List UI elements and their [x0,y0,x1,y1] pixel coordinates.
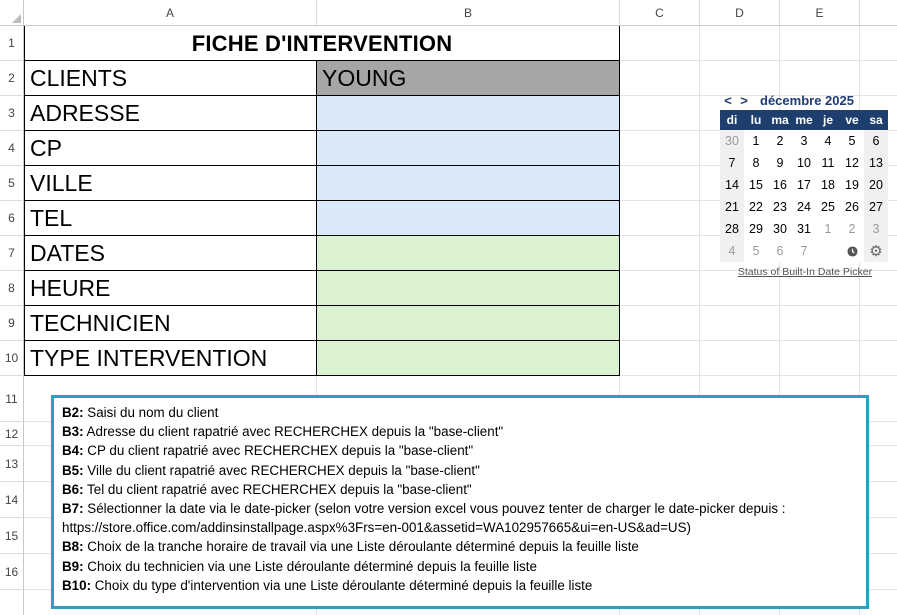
calendar-day[interactable]: 17 [792,174,816,196]
table-border [24,375,620,376]
table-border [619,26,620,376]
note-text: Sélectionner la date via le date-picker (selon votre version excel vous pouvez tenter de charger le date-picker depuis : [83,501,786,517]
calendar-day[interactable]: 7 [720,152,744,174]
table-border [316,61,317,376]
form-label[interactable]: TECHNICIEN [25,306,316,341]
note-key: B7: [62,501,84,517]
calendar-day[interactable]: 14 [720,174,744,196]
note-line [62,557,866,576]
calendar-day[interactable]: 3 [792,130,816,152]
column-header-f[interactable] [860,0,897,26]
note-key: B9: [62,558,84,574]
calendar-day[interactable]: 25 [816,196,840,218]
note-key: B6: [62,481,84,497]
form-value-cell[interactable] [317,271,619,306]
form-value-cell[interactable]: YOUNG [317,61,619,96]
note-key: B4: [62,443,84,459]
form-label[interactable]: TYPE INTERVENTION [25,341,316,376]
form-value-cell[interactable] [317,201,619,236]
calendar-day[interactable]: 27 [864,196,888,218]
form-value-cell[interactable] [317,96,619,131]
table-border [24,26,25,376]
calendar-day[interactable]: 24 [792,196,816,218]
note-line [62,499,866,518]
calendar-day[interactable]: 21 [720,196,744,218]
row-header[interactable]: 16 [0,554,24,590]
gear-icon[interactable]: ⚙ [864,240,888,262]
calendar-day[interactable]: 4 [816,130,840,152]
row-header[interactable]: 14 [0,482,24,518]
note-line [62,537,866,556]
row-header[interactable]: 5 [0,166,24,201]
form-value-cell[interactable] [317,166,619,201]
form-value-cell[interactable] [317,236,619,271]
column-header-b[interactable]: B [317,0,620,26]
calendar-day[interactable]: 1 [816,218,840,240]
form-label[interactable]: TEL [25,201,316,236]
row-header[interactable]: 8 [0,271,24,306]
note-line [62,480,866,499]
note-line [62,422,866,441]
note-text: CP du client rapatrié avec RECHERCHEX depuis la "base-client" [83,443,474,459]
calendar-grid [720,110,890,262]
table-border [24,60,620,61]
calendar-day[interactable]: 28 [720,218,744,240]
note-line [62,441,866,460]
note-key: B8: [62,539,84,555]
calendar-day[interactable]: 19 [840,174,864,196]
date-picker[interactable] [720,90,890,278]
note-text: Choix du technicien via une Liste déroulante déterminé depuis la feuille liste [83,558,537,574]
calendar-day[interactable]: 26 [840,196,864,218]
column-header-c[interactable]: C [620,0,700,26]
row-header[interactable]: 3 [0,96,24,131]
note-text: Tel du client rapatrié avec RECHERCHEX depuis la "base-client" [83,481,472,497]
calendar-day[interactable]: 6 [768,240,792,262]
date-picker-header [720,90,890,110]
calendar-day[interactable]: 8 [744,152,768,174]
note-text: Choix de la tranche horaire de travail via une Liste déroulante déterminé depuis la feuille liste [83,539,639,555]
calendar-day[interactable]: 20 [864,174,888,196]
calendar-day[interactable]: 29 [744,218,768,240]
weekday-label: je [816,110,840,130]
column-header-a[interactable]: A [24,0,317,26]
note-key: B10: [62,577,92,593]
month-label: décembre 2025 [760,92,854,108]
calendar-day [816,240,840,262]
row-header[interactable]: 9 [0,306,24,341]
next-month-button[interactable]: > [740,92,748,108]
form-label[interactable]: DATES [25,236,316,271]
weekday-label: lu [744,110,768,130]
calendar-day[interactable]: 5 [840,130,864,152]
note-text: Adresse du client rapatrié avec RECHERCHEX depuis la "base-client" [83,424,504,440]
weekday-label: ve [840,110,864,130]
select-all-corner[interactable] [0,0,24,26]
calendar-day[interactable]: 23 [768,196,792,218]
note-text: Choix du type d'intervention via une Liste déroulante déterminé depuis la feuille liste [91,577,593,593]
row-header[interactable]: 11 [0,376,24,422]
note-key: B3: [62,424,84,440]
notes-textbox[interactable] [51,395,869,609]
calendar-day[interactable]: 15 [744,174,768,196]
form-label[interactable]: CLIENTS [25,61,316,96]
calendar-day[interactable]: 30 [768,218,792,240]
weekday-label: di [720,110,744,130]
calendar-day[interactable]: 6 [864,130,888,152]
row-header[interactable]: 12 [0,422,24,446]
form-value-cell[interactable] [317,306,619,341]
row-header[interactable]: 15 [0,518,24,554]
calendar-day[interactable]: 22 [744,196,768,218]
form-label[interactable]: CP [25,131,316,166]
calendar-day[interactable]: 13 [864,152,888,174]
calendar-day[interactable]: 2 [840,218,864,240]
calendar-day[interactable]: 7 [792,240,816,262]
calendar-day[interactable]: 12 [840,152,864,174]
form-value-cell[interactable] [317,341,619,376]
form-value-cell[interactable] [317,131,619,166]
prev-month-button[interactable]: < [724,92,732,108]
calendar-day[interactable]: 30 [720,130,744,152]
note-text: Saisi du nom du client [83,405,219,420]
note-line [62,403,866,422]
row-header[interactable]: 7 [0,236,24,271]
row-header[interactable]: 13 [0,446,24,482]
note-key: B2: [62,405,84,420]
calendar-day[interactable]: 5 [744,240,768,262]
column-header-e[interactable]: E [780,0,860,26]
calendar-day[interactable]: 31 [792,218,816,240]
form-label[interactable]: VILLE [25,166,316,201]
calendar-day[interactable]: 2 [768,130,792,152]
calendar-day[interactable]: 11 [816,152,840,174]
calendar-day[interactable]: 16 [768,174,792,196]
note-text: Ville du client rapatrié avec RECHERCHEX depuis la "base-client" [83,462,480,478]
calendar-day[interactable]: 18 [816,174,840,196]
row-header[interactable]: 1 [0,26,24,61]
note-key: B5: [62,462,84,478]
form-label[interactable]: ADRESSE [25,96,316,131]
row-header[interactable]: 10 [0,341,24,376]
form-label[interactable]: HEURE [25,271,316,306]
weekday-label: sa [864,110,888,130]
calendar-day[interactable]: 1 [744,130,768,152]
form-title: FICHE D'INTERVENTION [25,27,619,61]
note-line [62,576,866,595]
weekday-label: me [792,110,816,130]
row-header[interactable]: 2 [0,61,24,96]
note-line [62,461,866,480]
weekday-label: ma [768,110,792,130]
calendar-day[interactable]: 10 [792,152,816,174]
row-header[interactable] [0,590,24,615]
note-line [62,518,866,537]
calendar-day[interactable]: 4 [720,240,744,262]
note-text: https://store.office.com/addinsinstallpage.aspx%3Frs=en-001&assetid=WA102957665&ui=en-US&ad=US) [62,520,691,536]
calendar-day[interactable]: 3 [864,218,888,240]
row-header[interactable]: 4 [0,131,24,166]
row-header[interactable]: 6 [0,201,24,236]
date-picker-status-link[interactable]: Status of Built-In Date Picker [737,266,873,278]
calendar-day[interactable]: 9 [768,152,792,174]
column-header-d[interactable]: D [700,0,780,26]
clock-icon[interactable] [840,240,864,262]
